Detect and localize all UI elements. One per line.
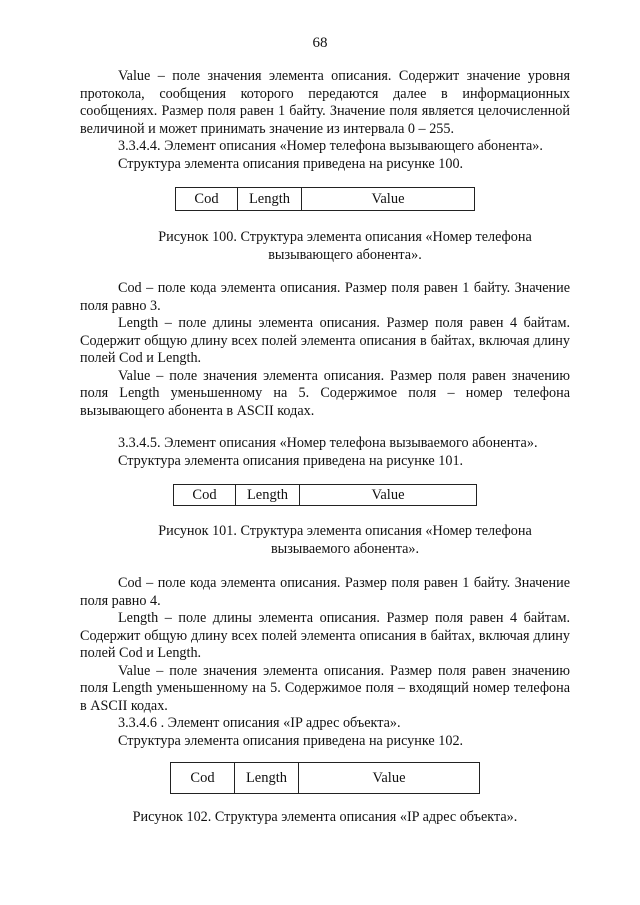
paragraph: Cod – поле кода элемента описания. Размер поля равен 1 байту. Значение поля равно 4. [80,575,570,609]
value-description-block [80,68,570,173]
paragraph: Length – поле длины элемента описания. Размер поля равен 4 байтам. Содержит общую длину всех полей элемента описания в байтах, включая длину полей Cod и Length. [80,315,570,366]
length-cell: Length [236,485,300,505]
figure-102-caption: Рисунок 102. Структура элемента описания «IP адрес объекта». [132,809,518,825]
cod-cell: Cod [171,763,235,793]
paragraph: Структура элемента описания приведена на рисунке 101. [118,452,464,469]
paragraph: Value – поле значения элемента описания. Содержит значение уровня протокола, сообщения которого передаются далее в информационных сообщениях. Размер поля равен 1 байту. Значение поля является целочисленной величиной и может принимать значение из интервала 0 – 255. [80,68,570,137]
figure-101-description [80,575,570,750]
section-heading: 3.3.4.4. Элемент описания «Номер телефона вызывающего абонента». [118,138,543,154]
paragraph: Структура элемента описания приведена на рисунке 102. [118,732,464,749]
figure-102-table [170,762,480,794]
value-cell: Value [371,486,405,503]
section-3345 [80,435,570,470]
figure-100-caption: Рисунок 100. Структура элемента описания «Номер телефона вызывающего абонента». [158,229,532,263]
figure-101-table [173,484,477,506]
value-cell: Value [372,769,406,786]
section-heading: 3.3.4.5. Элемент описания «Номер телефона вызываемого абонента». [118,435,538,451]
paragraph: Length – поле длины элемента описания. Размер поля равен 4 байтам. Содержит общую длину всех полей элемента описания в байтах, включая длину полей Cod и Length. [80,610,570,661]
paragraph: Cod – поле кода элемента описания. Размер поля равен 1 байту. Значение поля равно 3. [80,280,570,314]
figure-101-caption: Рисунок 101. Структура элемента описания «Номер телефона вызываемого абонента». [158,523,532,557]
value-cell: Value [371,190,405,207]
paragraph: Структура элемента описания приведена на рисунке 100. [118,155,464,172]
paragraph: Value – поле значения элемента описания. Размер поля равен значению поля Length уменьшенному на 5. Содержимое поля – входящий номер телефона в ASCII кодах. [80,662,570,714]
length-cell: Length [238,188,302,210]
length-cell: Length [235,763,299,793]
cod-cell: Cod [176,188,238,210]
figure-100-table [175,187,475,211]
paragraph: Value – поле значения элемента описания. Размер поля равен значению поля Length уменьшенному на 5. Содержимое поля – номер телефона вызывающего абонента в ASCII кодах. [80,367,570,419]
page-number: 68 [312,35,328,51]
section-heading: 3.3.4.6 . Элемент описания «IP адрес объекта». [118,715,401,731]
cod-cell: Cod [174,485,236,505]
figure-100-description [80,280,570,420]
